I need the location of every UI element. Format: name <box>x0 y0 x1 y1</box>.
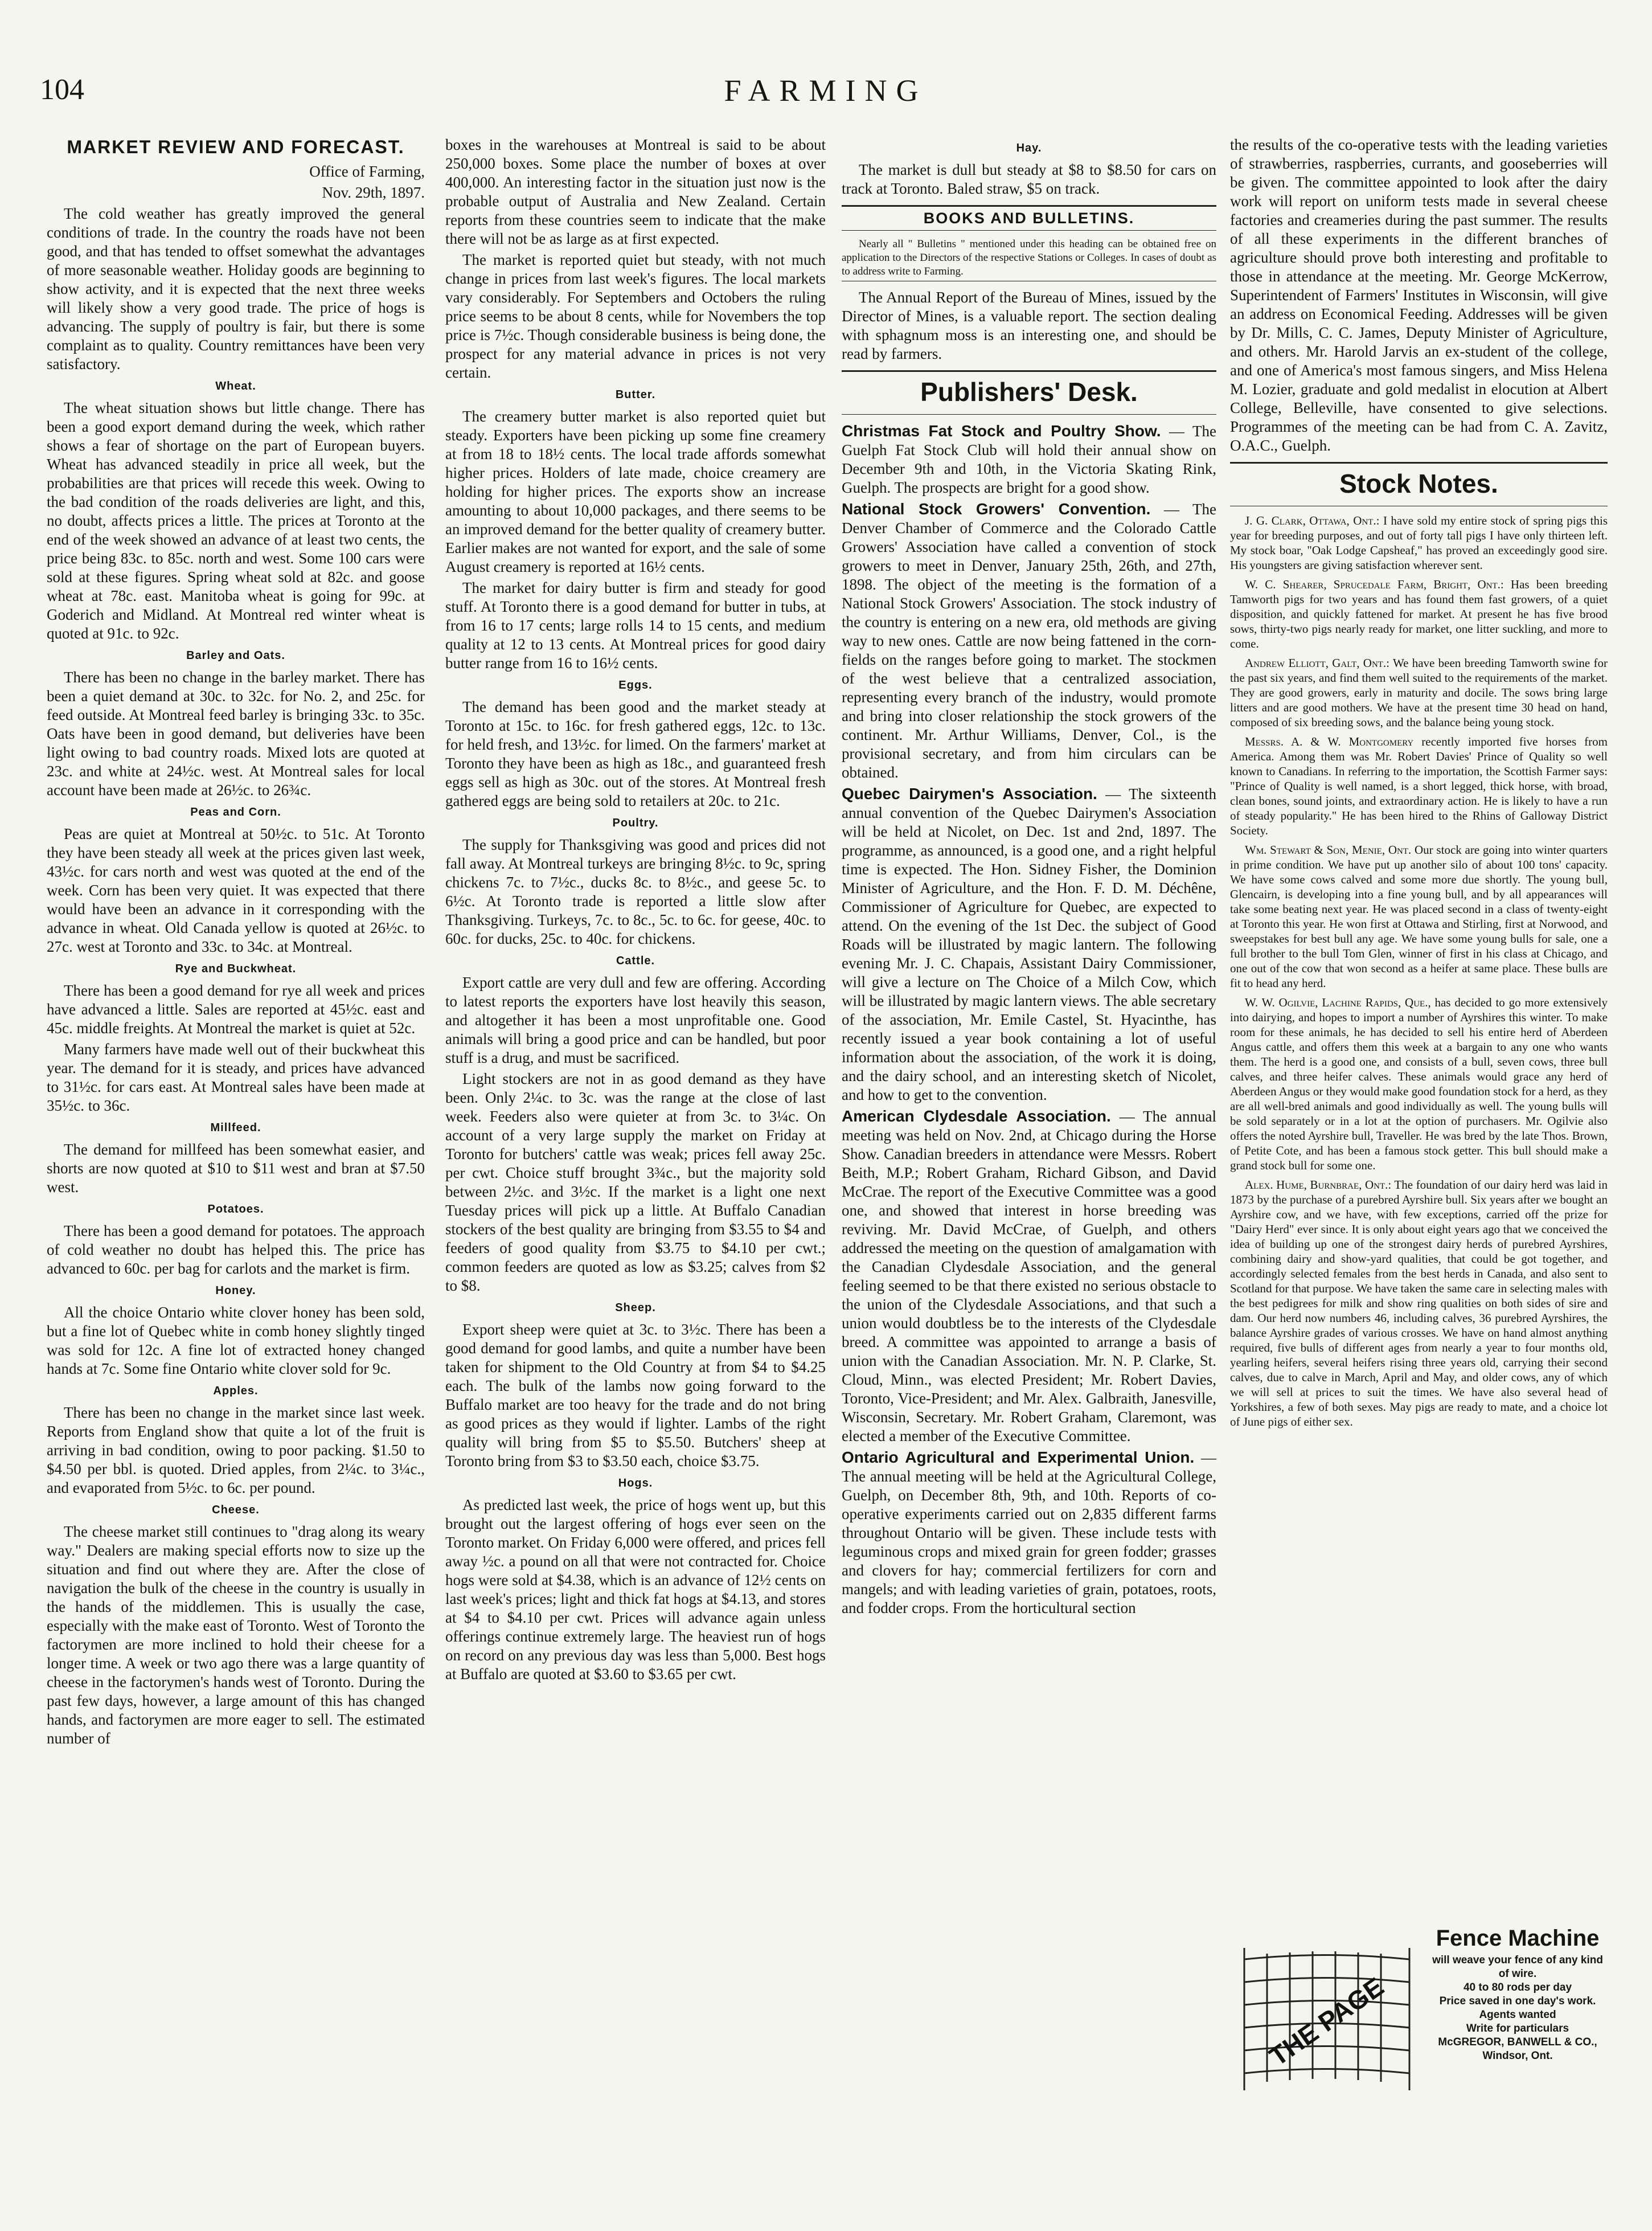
national-stock-heading: National Stock Growers' Convention. <box>842 500 1151 518</box>
running-head: FARMING <box>724 73 928 108</box>
xmas-show-heading: Christmas Fat Stock and Poultry Show. <box>842 422 1161 440</box>
ad-copy <box>1426 1925 1609 2063</box>
stock-note-lead: Wm. Stewart & Son, Menie, Ont. <box>1245 843 1412 857</box>
national-stock-text: The Denver Chamber of Commerce and the Colorado Cattle Growers' Association have called a convention of stock growers to meet in Denver, January 25th, 26th, and 27th, 1898. The object of the meeting is the formation of a National Stock Growers' Association. The stock industry of the country is entering on a new era, old methods are giving way to new ones. Cattle are now being fattened in the corn-fields on the ranges before going to market. The stockmen of the west believe that a centralized association, representing every branch of the industry, would promote and bring into closer relationship the stock growers of the continent. Mr. Arthur Williams, Denver, Col., is the provisional secretary, and from him circulars can be obtained. <box>842 501 1216 781</box>
sheep-text: Export sheep were quiet at 3c. to 3½c. There has been a good demand for good lambs, and quite a number have been taken for shipment to the Old Country at from $4 to $4.25 each. The bulk of the lambs now going forward to the Buffalo market are too heavy for the trade and do not bring as good prices as they would if lighter. Lambs of the right quality will bring from $5 to $5.50. Butchers' sheep at Toronto bring from $3 to $3.50 each, choice $3.75. <box>445 1321 826 1469</box>
fence-illustration <box>1233 1937 1421 2102</box>
stock-note <box>1230 513 1608 572</box>
hay-heading: Hay. <box>1016 142 1042 154</box>
ad-line: will weave your fence of any kind of wire. <box>1432 1954 1603 1980</box>
quebec-dairymen-text: The sixteenth annual convention of the Quebec Dairymen's Association will be held at Nicolet, on Dec. 1st and 2nd, 1897. The programme, as announced, is a good one, and a right helpful time is expected. The Hon. Sidney Fisher, the Dominion Minister of Agriculture, and the Hon. F. D. M. Déchêne, Commissioner of Agriculture for Quebec, are expected to attend. On the evening of the 1st Dec. the subject of Good Roads will be illustrated by magic lantern. The following evening Mr. J. C. Chapais, Assistant Dairy Commissioner, will give a lecture on The Choice of a Milch Cow, which will be illustrated by magic lantern views. The able secretary of the association, Mr. Emile Castel, St. Hyacinthe, has recently issued a year book containing a lot of useful information about the association, of the work it is doing, and the dairy school, and an interesting sketch of Nicolet, and how to get to the convention. <box>842 785 1216 1103</box>
hogs-text: As predicted last week, the price of hogs went up, but this brought out the largest offering of hogs ever seen on the Toronto market. On Friday 6,000 were offered, and prices fell away ½c. a pound on all that were not contracted for. Choice hogs were sold at $4.38, which is an advance of 12½ cents on last week's prices; light and thick fat hogs at $4.13, and stores at $4 to $4.10 per cwt. Prices will advance again unless offerings continue extremely large. The heaviest run of hogs on record on any previous day was less than 5,000. Best hogs at Buffalo are quoted at $3.60 to $3.65 per cwt. <box>445 1496 826 1683</box>
section-rule-thin <box>842 230 1216 231</box>
butter-heading: Butter. <box>615 388 656 401</box>
stock-note-lead: Alex. Hume, Burnbrae, Ont.: <box>1245 1178 1392 1192</box>
stock-note-text: Our stock are going into winter quarters in prime condition. We have put up another silo of about 100 tons' capacity. We have some cows calved and some more due shortly. The young bull, Glencairn, is developing into a fine young bull, and by all appearances will take some beating next year. He was placed second in a class of twenty-eight at Toronto this year. He won first at Ottawa and Stirling, first at Norwood, and sweepstakes for best bull any age. We have some young bulls for sale, one a full brother to the bull Tom Glen, winner of first in his class at Chicago, and one out of the cow that won second as a heifer at same place. These bulls are fit to head any herd. <box>1230 843 1608 990</box>
hogs-heading: Hogs. <box>618 1477 653 1489</box>
column-1 <box>47 136 425 1750</box>
honey-text: All the choice Ontario white clover honey has been sold, but a fine lot of Quebec white in comb honey slightly tinged was sold for 12c. A fine lot of extracted honey changed hands at 7c. Some fine Ontario white clover sold for 9c. <box>47 1304 425 1377</box>
peas-heading: Peas and Corn. <box>190 806 281 818</box>
ad-line: Price saved in one day's work. <box>1439 1995 1596 2007</box>
apples-heading: Apples. <box>213 1385 259 1397</box>
cheese-text-2: The market is reported quiet but steady, with not much change in prices from last week's figures. The local markets vary considerably. For Septembers and Octobers the ruling price seems to be about 8 cents, while for Novembers the top price is 7½c. Though considerable business is being done, the prospect for any material advance in prices is not very certain. <box>445 251 826 381</box>
stock-note-text: The foundation of our dairy herd was laid in 1873 by the purchase of a purebred Ayrshire bull. Six years after we bought an Ayrshire cow, and we have, with few exceptions, carried off the prize for "Dairy Herd" ever since. It is only about eight years ago that we conceived the idea of building up one of the strongest dairy herds of purebred Ayrshires, combining dairy and show-yard qualities, that could be got together, and accordingly selected females from the best herds in Canada, and also sent to Scotland for that purpose. We have taken the same care in selecting males with the best pedigrees for milk and show ring qualities on both sides of sire and dam. Our herd now numbers 46, including calves, 36 purebred Ayrshires, the balance Ayrshire grades of various crosses. We have on hand almost anything required, five bulls of different ages from nearly a year to four months old, yearling heifers, several heifers rising three years old, carrying their second calves, due to calve in March, April and May, and older cows, any of which we will sell at prices to suit the times. We have also several head of Yorkshires, a few of both sexes. May pigs are ready to mate, and a choice lot of June pigs of either sex. <box>1230 1178 1608 1428</box>
butter-text-2: The market for dairy butter is firm and steady for good stuff. At Toronto there is a good demand for butter in tubs, at from 16 to 17 cents; large rolls 14 to 15 cents, and medium quality at 12 to 13 cents. At Montreal prices for good dairy butter range from 16 to 16½ cents. <box>445 579 826 672</box>
publishers-desk-title: Publishers' Desk. <box>920 377 1138 407</box>
millfeed-heading: Millfeed. <box>210 1121 261 1134</box>
cattle-text-1: Export cattle are very dull and few are offering. According to latest reports the exporters have lost heavily this season, and altogether it has been a most unprofitable one. Good animals will bring a good price and can be handled, but poor stuff is a drug, and must be sacrificed. <box>445 974 826 1066</box>
butter-text-1: The creamery butter market is also reported quiet but steady. Exporters have been picking up some fine creamery at from 18 to 18½ cents. The local trade affords somewhat higher prices. Holders of late made, choice creamery are holding for higher prices. The exports show an increase amounting to about 10,000 packages, and there seems to be an improved demand for the better quality of creamery butter. Earlier makes are not wanted for export, and the sale of some August creamery is reported at 16½ cents. <box>445 408 826 575</box>
poultry-text: The supply for Thanksgiving was good and prices did not fall away. At Montreal turkeys are bringing 8½c. to 9c, spring chickens 7c. to 7½c., ducks 8c. to 8½c., and geese 5c. to 6½c. At Toronto trade is reported a little slow after Thanksgiving. Turkeys, 7c. to 8c., 5c. to 6c. for geese, 40c. to 60c. for ducks, 25c. to 40c. for chickens. <box>445 836 826 947</box>
cheese-text-continued: boxes in the warehouses at Montreal is said to be about 250,000 boxes. Some place the number of boxes at over 400,000. An interesting factor in the situation just now is the probable output of Australia and New Zealand. Certain reports from these countries seem to indicate that the make there will not be as large as at first expected. <box>445 136 826 247</box>
column-2 <box>445 136 826 1686</box>
stock-note <box>1230 995 1608 1173</box>
ontario-union-text: The annual meeting will be held at the Agricultural College, Guelph, on December 8th, 9th, and 10th. Reports of co-operative experiments carried out on 2,835 different farms throughout Ontario will be given. These include tests with leguminous crops and mixed grain for green fodder; grasses and clovers for hay; commercial fertilizers for corn and mangels; and with leading varieties of grain, potatoes, roots, and fodder crops. From the horticultural section <box>842 1468 1216 1616</box>
fence-word: THE PAGE <box>1264 1971 1389 2072</box>
stock-note-text: I have sold my entire stock of spring pigs this year for breeding purposes, and out of forty tall pigs I have only thirteen left. My stock boar, "Oak Lodge Capsheaf," has proved an exceedingly good sire. His youngsters are giving satisfaction wherever sent. <box>1230 514 1608 572</box>
stock-note <box>1230 577 1608 651</box>
ontario-union-continued: the results of the co-operative tests with the leading varieties of strawberries, raspberries, currants, and gooseberries will be given. The committee appointed to look after the dairy work will report on uniform tests made in several cheese factories and creameries during the past summer. The results of all these experiments in the different branches of agriculture should prove both interesting and profitable to those in attendance at the meeting. Mr. George McKerrow, Superintendent of Farmers' Institutes in Wisconsin, will give an address on Economical Feeding. Addresses will be given by Dr. Mills, C. C. James, Deputy Minister of Agriculture, and others. Mr. Harold Jarvis an ex-student of the college, and one of America's most famous singers, and Miss Helena M. Lozier, graduate and gold medalist in elocution at Albert College, Belleville, have consented to give selections. Programmes of the meeting can be had from C. A. Zavitz, O.A.C., Guelph. <box>1230 136 1608 454</box>
sheep-heading: Sheep. <box>615 1301 656 1314</box>
apples-text: There has been no change in the market since last week. Reports from England show that quite a lot of the fruit is arriving in bad condition, owing to poor packing. $1.50 to $4.50 per bbl. is quoted. Dried apples, from 2¼c. to 3¼c., and evaporated from 5½c. to 6c. per pound. <box>47 1404 425 1496</box>
barley-heading: Barley and Oats. <box>186 649 285 662</box>
clydesdale-text: The annual meeting was held on Nov. 2nd, at Chicago during the Horse Show. Canadian breeders in attendance were Messrs. Robert Beith, M.P.; Robert Graham, Richard Gibson, and David McCrae. The report of the Executive Committee was a good one, and showed that interest in horse breeding was reviving. Mr. David McCrae, of Guelph, and others addressed the meeting on the question of amalgamation with the Canadian Clydesdale Association, and the general feeling seemed to be that there existed no serious obstacle to the union of the Clydesdale Associations, and that such a union would doubtless be to the interests of the Clydesdale breed. A committee was appointed to arrange a basis of union with the Canadian Association. Mr. N. P. Clarke, St. Cloud, Minn., was elected President; Mr. Robert Davies, Toronto, Vice-President; and Mr. Alex. Galbraith, Janesville, Wisconsin, Secretary. Mr. Robert Graham, Claremont, was elected a member of the Executive Committee. <box>842 1108 1216 1444</box>
ad-line: Windsor, Ont. <box>1482 2050 1553 2062</box>
stock-note-text: Has been breeding Tamworth pigs for two years and has found them fast growers, of a quiet disposition, and quickly fattened for market. At present he has five brood sows, thirty-two pigs nearly ready for market, one litter suckling, and more to come. <box>1230 578 1608 650</box>
market-review-title: MARKET REVIEW AND FORECAST. <box>67 137 405 157</box>
section-rule-2 <box>842 370 1216 372</box>
stock-note <box>1230 842 1608 990</box>
xmas-show-text: The Guelph Fat Stock Club will hold their annual show on December 9th and 10th, in the Victoria Skating Rink, Guelph. The prospects are bright for a good show. <box>842 423 1217 496</box>
office-line: Office of Farming, <box>309 163 425 180</box>
stock-note-lead: W. W. Ogilvie, Lachine Rapids, Que., <box>1245 996 1431 1009</box>
date-line: Nov. 29th, 1897. <box>322 184 425 201</box>
wheat-text: The wheat situation shows but little change. There has been a good export demand during the week, which rather shows a fear of shortage on the part of European buyers. Wheat has advanced steadily in price all week, but the probabilities are that prices will recede this week. Owing to the bad condition of the roads deliveries are light, and this, no doubt, affects prices a little. The prices at Toronto at the end of the week showed an advance of at least two cents, the price being 83c. to 85c. north and west. Some 100 cars were sold at these figures. Spring wheat sold at 82c. and goose wheat at 78c. east. Manitoba wheat is going for 99c. at Goderich and Midland. At Montreal red winter wheat is quoted at 91c. to 92c. <box>47 399 425 642</box>
page-number: 104 <box>40 73 84 106</box>
stock-note <box>1230 1177 1608 1429</box>
ontario-union-heading: Ontario Agricultural and Experimental Union. <box>842 1448 1195 1466</box>
potatoes-heading: Potatoes. <box>207 1203 264 1215</box>
ad-line: McGREGOR, BANWELL & CO., <box>1438 2036 1597 2048</box>
stock-note-lead: Andrew Elliott, Galt, Ont.: <box>1245 656 1390 670</box>
stock-note <box>1230 656 1608 730</box>
stock-note <box>1230 734 1608 838</box>
market-intro: The cold weather has greatly improved the general conditions of trade. In the country the roads have not been good, and that has tended to offset somewhat the advantages of more seasonable weather. Holiday goods are beginning to show activity, and it is expected that the next three weeks will likely show a very good trade. The price of hogs is advancing. The supply of poultry is fair, but there is some complaint as to quality. Country remittances have been very satisfactory. <box>47 205 425 372</box>
poultry-heading: Poultry. <box>612 817 659 829</box>
buckwheat-text: Many farmers have made well out of their buckwheat this year. The demand for it is steady, and prices have advanced to 31½c. for cars east. At Montreal sales have been made at 35½c. to 36c. <box>47 1041 425 1114</box>
cattle-heading: Cattle. <box>616 955 655 967</box>
cattle-text-2: Light stockers are not in as good demand as they have been. Only 2¼c. to 3c. was the range at the close of last week. Feeders also were quieter at from 3c. to 3¼c. On account of a very large supply the market on Friday at Toronto for butchers' cattle was weak; prices fell away 25c. per cwt. Choice stuff brought 3¾c., but the majority sold between 2½c. and 3½c. If the market is a light one next Tuesday prices will pick up a little. At Buffalo Canadian stockers of the best quality are bringing from $3.55 to $4 and feeders of good quality from $3.75 to $4.10 per cwt.; common feeders are quoted as low as $3.25; calves from $2 to $8. <box>445 1070 826 1294</box>
publishers-rule <box>842 414 1216 415</box>
stock-notes-title: Stock Notes. <box>1339 469 1498 498</box>
stock-notes <box>1230 513 1608 1429</box>
section-rule <box>842 205 1216 207</box>
cheese-heading: Cheese. <box>212 1504 260 1516</box>
clydesdale-heading: American Clydesdale Association. <box>842 1107 1111 1125</box>
column-3: Hay. The market is dull but steady at $8 to $8.50 for cars on track at Toronto. Baled straw, $5 on track. BOOKS AND BULLETINS. Nearly all " Bulletins " mentioned under this heading can be obtained free on application to the Directors of the respective Stations or Colleges. In cases of doubt as to address write to Farming. The Annual Report of the Bureau of Mines, issued by the Director of Mines, is a valuable report. The section dealing with sphagnum moss is an interesting one, and should be read by farmers. Publishers' Desk. Christmas Fat Stock and Poultry Show. — The Guelph Fat Stock Club will hold their annual show on December 9th and 10th, in the Victoria Skating Rink, Guelph. The prospects are bright for a good show. National Stock Growers' Convention. — The Denver Chamber of Commerce and the Colorado Cattle Growers' Association have called a convention of stock growers to meet in Denver, January 25th, 26th, and 27th, 1898. The object of the meeting is the formation of a National Stock Growers' Association. The stock industry of the country is entering on a new era, old methods are giving way to new ones. Cattle are now being fattened in the corn-fields on the ranges before going to market. The stockmen of the west believe that a centralized association, representing every branch of the industry, would promote and bring into closer relationship the stock growers of the continent. Mr. Arthur Williams, Denver, Col., is the provisional secretary, and from him circulars can be obtained. Quebec Dairymen's Association. — The sixteenth annual convention of the Quebec Dairymen's Association will be held at Nicolet, on Dec. 1st and 2nd, 1897. The programme, as announced, is a good one, and a right helpful time is expected. The Hon. Sidney Fisher, the Dominion Minister of Agriculture, and the Hon. F. D. M. Déchêne, Commissioner of Agriculture for Quebec, are expected to attend. On the evening of the 1st Dec. the subject of Good Roads will be illustrated by magic lantern. The following evening Mr. J. C. Chapais, Assistant Dairy Commissioner, will give a lecture on The Choice of a Milch Cow, which will be illustrated by magic lantern views. The able secretary of the association, Mr. Emile Castel, St. Hyacinthe, has recently issued a year book containing a lot of useful information about the association, of the work it is doing, and the dairy school, and an interesting sketch of Nicolet, and how to get to the convention. American Clydesdale Association. — The annual meeting was held on Nov. 2nd, at Chicago during the Horse Show. Canadian breeders in attendance were Messrs. Robert Beith, M.P.; Robert Graham, Richard Gibson, and David McCrae. The report of the Executive Committee was a good one, and showed that interest in horse breeding was reviving. Mr. David McCrae, of Guelph, and others addressed the meeting on the question of amalgamation with the Canadian Clydesdale Association, and the general feeling seemed to be that there existed no serious obstacle to the union of the Clydesdale Associations, and that such a union would doubtless be to the interests of the Clydesdale breed. A committee was appointed to arrange a basis of union with the Canadian Association. Mr. N. P. Clarke, St. Cloud, Minn., was elected President; Mr. Robert Davies, Toronto, Vice-President; and Mr. Alex. Galbraith, Janesville, Wisconsin, Secretary. Mr. Robert Graham, Claremont, was elected a member of the Executive Committee. Ontario Agricultural and Experimental Union. — The annual meeting will be held at the Agricultural College, Guelph, on December 8th, 9th, and 10th. Reports of co-operative experiments carried out on 2,835 different farms throughout Ontario will be given. These include tests with leguminous crops and mixed grain for green fodder; grasses and clovers for hay; commercial fertilizers for corn and mangels; and with leading varieties of grain, potatoes, roots, and fodder crops. From the horticultural section <box>842 136 1216 1620</box>
potatoes-text: There has been a good demand for potatoes. The approach of cold weather no doubt has helped this. The price has advanced to 60c. per bag for carlots and the market is firm. <box>47 1222 425 1277</box>
honey-heading: Honey. <box>215 1284 256 1297</box>
rye-text: There has been a good demand for rye all week and prices have advanced a little. Sales are reported at 45½c. east and 45c. middle freights. At Montreal the market is quiet at 52c. <box>47 982 425 1037</box>
stock-note-text: recently imported five horses from America. Among them was Mr. Robert Davies' Prince of Quality so well known to Canadians. In referring to the importation, the Scottish Farmer says: "Prince of Quality is well named, is a short legged, thick horse, with broad, clean bones, sound joints, and extraordinary action. He is likely to have a run of steady popularity." He has been hired to the Rhins of Galloway District Society. <box>1230 735 1608 837</box>
stock-note-lead: J. G. Clark, Ottawa, Ont.: <box>1245 514 1380 527</box>
section-rule-3 <box>1230 462 1608 464</box>
stock-note-text: We have been breeding Tamworth swine for the past six years, and find them well suited to the requirements of the market. They are good growers, early in maturity and docile. The sows bring large litters and are good mothers. We have at the present time 30 head on hand, composed of six breeding sows, and the balance being young stock. <box>1230 656 1608 729</box>
books-note: Nearly all " Bulletins " mentioned under this heading can be obtained free on application to the Directors of the respective Stations or Colleges. In cases of doubt as to address write to Farming. <box>842 238 1216 277</box>
ad-line: Agents wanted <box>1479 2009 1556 2021</box>
stock-note-text: has decided to go more extensively into dairying, and hopes to import a number of Ayrshires this winter. To make room for these animals, he has decided to sell his entire herd of Aberdeen Angus cattle, and offers them this week at a bargain to any one who wants them. The herd is a good one, and consists of a bull, seven cows, three bull calves, and three heifer calves. These animals would grace any herd of Aberdeen Angus or they would make good foundation stock for a herd, as they are all well-bred animals and good individually as well. The young bulls will be sold separately or in a lot at the option of purchasers. Mr. Ogilvie also offers the noted Ayrshire bull, Traveller. He was bred by the late Thos. Brown, of Petite Cote, and has been a famous stock getter. This bull should make a grand stock bull for some one. <box>1230 996 1608 1172</box>
stock-note-lead: W. C. Shearer, Sprucedale Farm, Bright, Ont.: <box>1245 578 1504 591</box>
eggs-text: The demand has been good and the market steady at Toronto at 15c. to 16c. for fresh gathered eggs, 12c. to 13c. for held fresh, and 13½c. for limed. On the farmers' market at Toronto they have been as high as 18c., and guaranteed fresh eggs sell as high as 30c. out of the stores. At Montreal fresh gathered eggs are being sold to retailers at 20c. to 21c. <box>445 698 826 809</box>
peas-text: Peas are quiet at Montreal at 50½c. to 51c. At Toronto they have been steady all week at the prices given last week, 43½c. for cars north and west was quoted at the end of the week. Corn has been very quiet. It was expected that there would have been an advance in it corresponding with the advance in wheat. Old Canada yellow is quoted at 26½c. to 27c. west at Toronto and 33c. to 34c. at Montreal. <box>47 825 425 955</box>
millfeed-text: The demand for millfeed has been somewhat easier, and shorts are now quoted at $10 to $11 west and bran at $7.50 west. <box>47 1141 425 1196</box>
stock-note-lead: Messrs. A. & W. Montgomery <box>1245 735 1414 748</box>
barley-text: There has been no change in the barley market. There has been a quiet demand at 30c. to 32c. for No. 2, and 25c. for feed outside. At Montreal feed barley is bringing 33c. to 35c. Oats have been in good demand, but deliveries have been light owing to bad country roads. Mixed lots are quoted at 23c. and white at 24½c. west. At Montreal sales for local account have been made at 26½c. to 26¾c. <box>47 669 425 799</box>
page-header <box>40 73 1612 124</box>
quebec-dairymen-heading: Quebec Dairymen's Association. <box>842 785 1097 803</box>
eggs-heading: Eggs. <box>618 679 653 691</box>
cheese-text: The cheese market still continues to "drag along its weary way." Dealers are making special efforts now to size up the situation and find out where they are. After the close of navigation the bulk of the cheese in the country is usually in the hands of the middlemen. This is usually the case, especially with the make east of Toronto. West of Toronto the factorymen are more inclined to hold their cheese for a longer time. A week or two ago there was a large quantity of cheese in the factorymen's hands west of Toronto. During the past few days, however, a large amount of this has changed hands, and factorymen are more eager to sell. The estimated number of <box>47 1523 425 1747</box>
fence-machine-ad <box>1233 1925 1606 2107</box>
ad-title: Fence Machine <box>1436 1926 1600 1951</box>
hay-text: The market is dull but steady at $8 to $8.50 for cars on track at Toronto. Baled straw, $5 on track. <box>842 161 1216 197</box>
column-4 <box>1230 136 1608 1434</box>
ad-line: Write for particulars <box>1466 2023 1569 2034</box>
books-item: The Annual Report of the Bureau of Mines, issued by the Director of Mines, is a valuable report. The section dealing with sphagnum moss is an interesting one, and should be read by farmers. <box>842 289 1216 362</box>
wheat-heading: Wheat. <box>215 380 256 392</box>
books-bulletins-title: BOOKS AND BULLETINS. <box>923 210 1135 227</box>
ad-line: 40 to 80 rods per day <box>1463 1982 1572 1993</box>
rye-heading: Rye and Buckwheat. <box>175 963 297 975</box>
